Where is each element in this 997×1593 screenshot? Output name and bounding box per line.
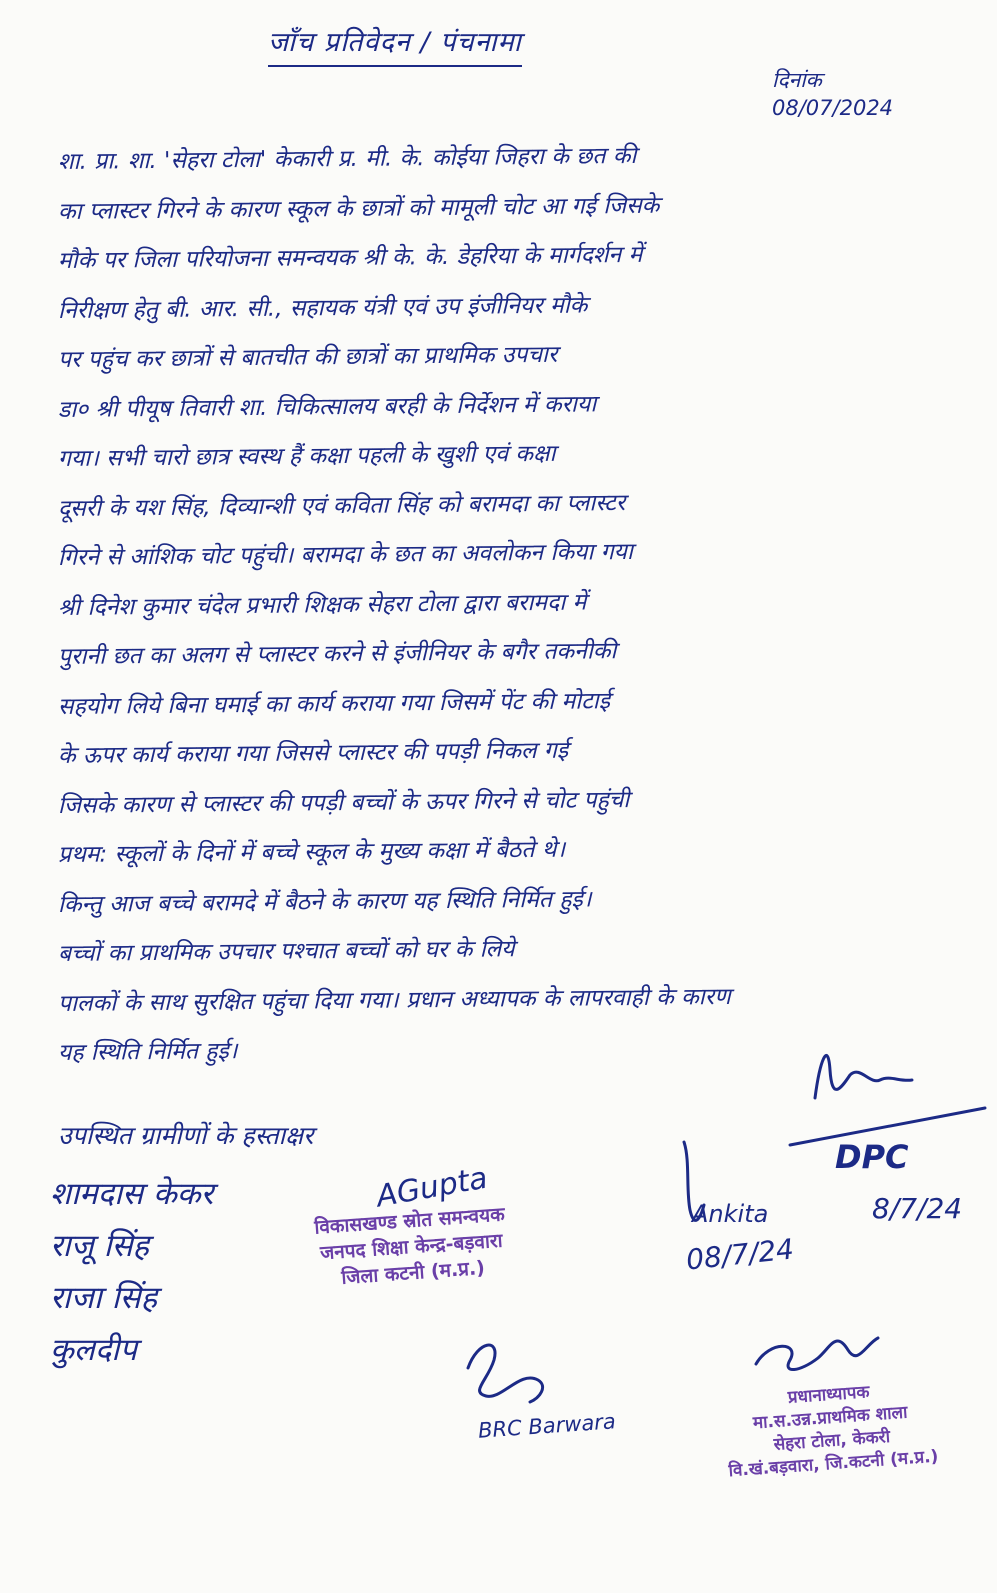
body-line: डा० श्री पीयूष तिवारी शा. चिकित्सालय बरही के निर्देशन में कराया	[57, 390, 597, 423]
body-line: मौके पर जिला परियोजना समन्वयक श्री के. के. डेहरिया के मार्गदर्शन में	[57, 241, 643, 274]
body-line: निरीक्षण हेतु बी. आर. सी., सहायक यंत्री एवं उप इंजीनियर मौके	[57, 291, 588, 324]
body-line: गिरने से आंशिक चोट पहुंची। बरामदा के छत का अवलोकन किया गया	[57, 538, 634, 571]
apc-signature-scribble	[684, 1142, 704, 1220]
villager-signature: कुलदीप	[50, 1332, 137, 1368]
stamp-line: प्रधानाध्यापक	[787, 1382, 871, 1408]
bac-signature: AGupta	[373, 1160, 491, 1215]
stamp-line: सेहरा टोला, केकरी	[773, 1426, 891, 1456]
body-line: किन्तु आज बच्चे बरामदे में बैठने के कारण यह स्थिति निर्मित हुई।	[57, 885, 592, 918]
stamp-line: विकासखण्ड स्रोत समन्वयक	[313, 1203, 506, 1239]
document-title: जाँच प्रतिवेदन / पंचनामा	[268, 22, 522, 67]
body-line: पुरानी छत का अलग से प्लास्टर करने से इंजीनियर के बगैर तकनीकी	[57, 638, 617, 670]
stamp-line: जिला कटनी (म.प्र.)	[340, 1256, 486, 1289]
stamp-line: मा.स.उन्न.प्राथमिक शाला	[752, 1402, 909, 1434]
stamp-line: वि.खं.बड़वारा, जि.कटनी (म.प्र.)	[727, 1446, 940, 1482]
brc-signature-label: BRC Barwara	[477, 1409, 617, 1443]
brc-signature-scribble	[468, 1345, 543, 1402]
dpc-signature-rule	[790, 1108, 985, 1145]
body-line: प्रथम: स्कूलों के दिनों में बच्चे स्कूल के मुख्य कक्षा में बैठते थे।	[57, 836, 566, 868]
villager-signature: राजू सिंह	[50, 1228, 150, 1264]
body-line: शा. प्रा. शा. 'सेहरा टोला' केकारी प्र. मी. के. कोईया जिहरा के छत की	[57, 142, 637, 175]
villagers-heading: उपस्थित ग्रामीणों के हस्ताक्षर	[58, 1121, 314, 1150]
villager-signature: राजा सिंह	[50, 1280, 158, 1316]
body-line: सहयोग लिये बिना घमाई का कार्य कराया गया जिसमें पेंट की मोटाई	[57, 687, 611, 720]
body-line: के ऊपर कार्य कराया गया जिससे प्लास्टर की पपड़ी निकल गई	[57, 737, 569, 769]
body-line: दूसरी के यश सिंह, दिव्यान्शी एवं कविता सिंह को बरामदा का प्लास्टर	[57, 489, 626, 522]
apc-date: 08/7/24	[684, 1232, 796, 1277]
body-line: का प्लास्टर गिरने के कारण स्कूल के छात्रों को मामूली चोट आ गई जिसके	[57, 192, 660, 225]
date-value: 08/07/2024	[772, 96, 894, 120]
dpc-label: DPC	[835, 1138, 909, 1176]
dpc-signature-scribble	[815, 1055, 912, 1098]
body-line: यह स्थिति निर्मित हुई।	[57, 1038, 238, 1066]
headmaster-signature-scribble	[756, 1338, 878, 1370]
body-line: बच्चों का प्राथमिक उपचार पश्चात बच्चों को घर के लिये	[57, 936, 515, 967]
body-line: पर पहुंच कर छात्रों से बातचीत की छात्रों का प्राथमिक उपचार	[57, 341, 558, 373]
body-line: जिसके कारण से प्लास्टर की पपड़ी बच्चों के ऊपर गिरने से चोट पहुंची	[57, 786, 630, 819]
dpc-date: 8/7/24	[872, 1192, 963, 1225]
body-line: गया। सभी चारो छात्र स्वस्थ हैं कक्षा पहली के खुशी एवं कक्षा	[57, 440, 556, 472]
date-label: दिनांक	[772, 68, 822, 92]
stamp-line: जनपद शिक्षा केन्द्र-बड़वारा	[319, 1229, 504, 1265]
body-line: श्री दिनेश कुमार चंदेल प्रभारी शिक्षक सेहरा टोला द्वारा बरामदा में	[57, 588, 587, 621]
villager-signature: शामदास केकर	[50, 1176, 214, 1212]
body-line: पालकों के साथ सुरक्षित पहुंचा दिया गया। प्रधान अध्यापक के लापरवाही के कारण	[57, 983, 731, 1017]
apc-signature: Ankita	[692, 1200, 769, 1228]
